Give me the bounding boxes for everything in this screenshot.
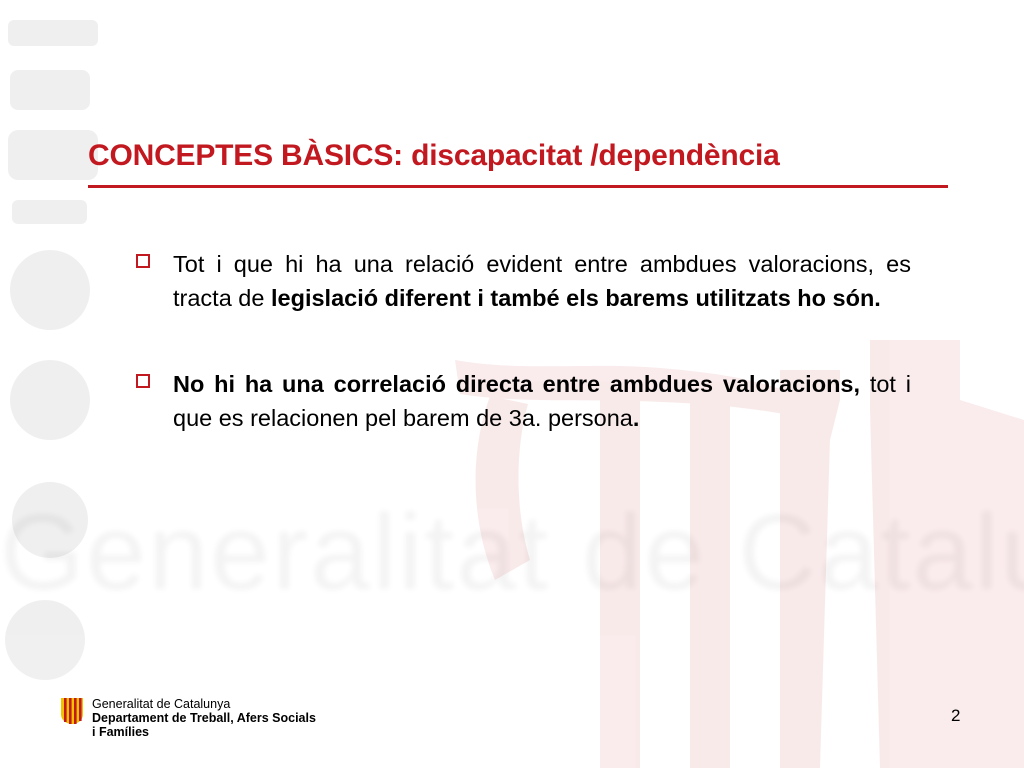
footer-org-name: Generalitat de Catalunya	[92, 697, 231, 711]
bullet-text-bold: No hi ha una correlació directa entre ambdues valoracions,	[173, 371, 861, 397]
checkbox-square-icon	[136, 374, 150, 388]
page-number: 2	[951, 706, 961, 725]
bullet-text-bold: legislació diferent i també els barems utilitzats ho són.	[270, 285, 881, 311]
slide-title: CONCEPTES BÀSICS: discapacitat /dependència	[88, 139, 780, 172]
footer-dept-line2: i Famílies	[92, 725, 149, 739]
bullet-text	[173, 247, 911, 315]
bullet-item	[135, 367, 911, 435]
footer-dept-line1: Departament de Treball, Afers Socials	[92, 711, 316, 725]
footer-organization	[92, 697, 316, 739]
checkbox-square-icon	[136, 254, 150, 268]
bullet-text-regular: tot i que es relacionen pel barem de 3a. persona	[173, 371, 911, 431]
bullet-text-bold: .	[632, 405, 640, 431]
generalitat-stripes-icon	[58, 697, 86, 725]
bullet-text	[173, 367, 911, 435]
bullet-item	[135, 247, 911, 315]
watermark-text	[0, 498, 1024, 606]
watermark-seal-icon	[0, 0, 110, 768]
title-underline	[88, 185, 948, 188]
bullet-list	[135, 247, 911, 487]
bullet-text-regular: Tot i que hi ha una relació evident entre ambdues valoracions, es tracta de	[173, 251, 911, 311]
